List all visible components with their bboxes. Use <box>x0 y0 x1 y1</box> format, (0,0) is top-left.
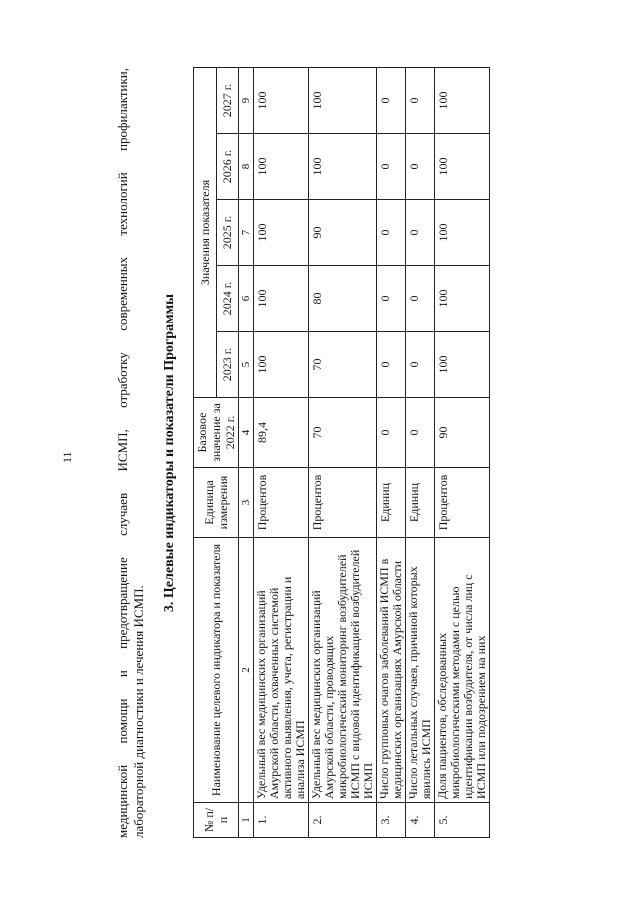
header-year-2025: 2025 г. <box>216 200 239 266</box>
row-unit: Процентов <box>309 468 377 538</box>
row-name: Число групповых очагов заболеваний ИСМП в медицинских организациях Амурской области <box>377 538 406 803</box>
row-value-2027: 0 <box>406 67 435 133</box>
row-value-2026: 100 <box>254 134 309 200</box>
row-num: 5. <box>435 803 490 838</box>
column-index: 8 <box>239 134 254 200</box>
table-row <box>406 67 435 837</box>
indicators-table <box>193 67 490 838</box>
column-index: 4 <box>239 398 254 468</box>
row-num: 1. <box>254 803 309 838</box>
row-value-2026: 0 <box>377 134 406 200</box>
row-base: 90 <box>435 398 490 468</box>
table-row <box>435 67 490 837</box>
row-value-2026: 0 <box>406 134 435 200</box>
row-value-2024: 100 <box>435 266 490 332</box>
column-index: 7 <box>239 200 254 266</box>
row-base: 0 <box>377 398 406 468</box>
row-value-2025: 100 <box>254 200 309 266</box>
column-index: 9 <box>239 67 254 133</box>
row-unit: Процентов <box>254 468 309 538</box>
column-index: 3 <box>239 468 254 538</box>
row-value-2024: 80 <box>309 266 377 332</box>
section-title: 3. Целевые индикаторы и показатели Программы <box>162 293 177 613</box>
table-row <box>254 67 309 837</box>
intro-line-2: лабораторной диагностики и лечения ИСМП. <box>131 585 146 838</box>
row-name: Удельный вес медицинских организаций Амурской области, проводящих микробиологический мониторинг возбудителей ИСМП с видовой идентификацией возбудителей ИСМП <box>309 538 377 803</box>
row-unit: Единиц <box>406 468 435 538</box>
header-year-2023: 2023 г. <box>216 332 239 398</box>
row-unit: Процентов <box>435 468 490 538</box>
rotated-content <box>87 68 607 838</box>
row-base: 70 <box>309 398 377 468</box>
table-row <box>377 67 406 837</box>
row-value-2025: 0 <box>406 200 435 266</box>
header-num: № п/п <box>194 803 239 838</box>
row-value-2025: 100 <box>435 200 490 266</box>
row-value-2025: 90 <box>309 200 377 266</box>
intro-paragraph <box>115 68 147 838</box>
row-num: 4. <box>406 803 435 838</box>
header-values-group: Значения показателя <box>194 67 217 397</box>
intro-line-1: медицинской помощи и предотвращение случаев ИСМП, отработку современных технологий профилактики, <box>115 68 130 838</box>
row-name: Доля пациентов, обследованных микробиологическими методами с целью идентификации возбудителя, от числа лиц с ИСМП или подозрением на них <box>435 538 490 803</box>
row-value-2023: 100 <box>435 332 490 398</box>
row-num: 3. <box>377 803 406 838</box>
column-index-row <box>239 67 254 837</box>
column-index: 2 <box>239 538 254 803</box>
page-number: 11 <box>60 451 74 463</box>
row-name: Удельный вес медицинских организаций Амурской области, охваченных системой активного выявления, учета, регистрации и анализа ИСМП <box>254 538 309 803</box>
row-value-2026: 100 <box>435 134 490 200</box>
row-base: 0 <box>406 398 435 468</box>
row-base: 89,4 <box>254 398 309 468</box>
row-value-2026: 100 <box>309 134 377 200</box>
row-value-2027: 100 <box>254 67 309 133</box>
row-value-2024: 0 <box>377 266 406 332</box>
row-value-2023: 0 <box>377 332 406 398</box>
row-value-2023: 100 <box>254 332 309 398</box>
row-value-2027: 100 <box>309 67 377 133</box>
row-value-2024: 0 <box>406 266 435 332</box>
row-value-2023: 70 <box>309 332 377 398</box>
row-value-2024: 100 <box>254 266 309 332</box>
column-index: 5 <box>239 332 254 398</box>
column-index: 1 <box>239 803 254 838</box>
header-year-2027: 2027 г. <box>216 67 239 133</box>
header-year-2024: 2024 г. <box>216 266 239 332</box>
header-unit: Единица измерения <box>194 468 239 538</box>
row-value-2023: 0 <box>406 332 435 398</box>
table-row <box>309 67 377 837</box>
row-unit: Единиц <box>377 468 406 538</box>
column-index: 6 <box>239 266 254 332</box>
row-value-2027: 100 <box>435 67 490 133</box>
row-value-2027: 0 <box>377 67 406 133</box>
header-year-2026: 2026 г. <box>216 134 239 200</box>
row-num: 2. <box>309 803 377 838</box>
header-base: Базовое значение за 2022 г. <box>194 398 239 468</box>
header-name: Наименование целевого индикатора и показателя <box>194 538 239 803</box>
row-value-2025: 0 <box>377 200 406 266</box>
row-name: Число летальных случаев, причиной которых явились ИСМП <box>406 538 435 803</box>
